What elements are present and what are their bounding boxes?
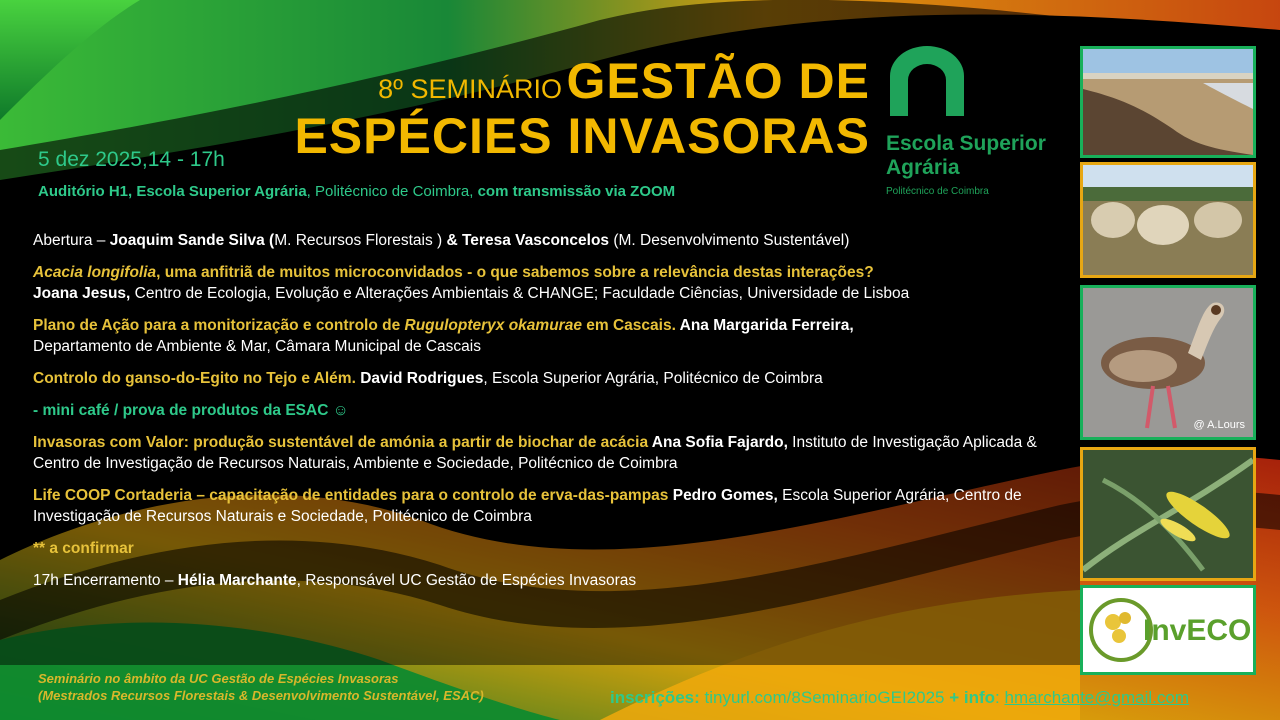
- footer-note: [38, 670, 484, 704]
- event-venue: [38, 183, 675, 200]
- info-separator: :: [995, 688, 1005, 707]
- opening-speaker-1: Joaquim Sande Silva (: [109, 232, 275, 249]
- closing-label: 17h Encerramento –: [33, 572, 178, 589]
- title-line-1: GESTÃO DE: [566, 53, 870, 109]
- program-talk-1: [33, 262, 1078, 304]
- talk-3-affiliation: , Escola Superior Agrária, Politécnico de Coimbra: [483, 370, 823, 387]
- closing-speaker: Hélia Marchante: [177, 572, 297, 589]
- footer-note-line-2: (Mestrados Recursos Florestais & Desenvolvimento Sustentável, ESAC): [38, 688, 484, 703]
- logo-subtitle: Politécnico de Coimbra: [886, 186, 989, 197]
- beach-algae-photo: [1080, 46, 1256, 158]
- contact-email-link[interactable]: hmarchante@gmail.com: [1004, 688, 1189, 707]
- seminar-number: 8º SEMINÁRIO: [378, 74, 563, 104]
- talk-1-speaker: Joana Jesus,: [33, 285, 131, 302]
- talk-2-affiliation: Departamento de Ambiente & Mar, Câmara Municipal de Cascais: [33, 338, 481, 355]
- talk-2-speaker: Ana Margarida Ferreira,: [675, 317, 854, 334]
- talk-2-title-a: Plano de Ação para a monitorização e controlo de: [33, 317, 405, 334]
- talk-5-speaker: Pedro Gomes,: [668, 487, 778, 504]
- program-tbc: [33, 538, 1078, 559]
- photo-credit: @ A.Lours: [1193, 419, 1245, 431]
- program-talk-5: [33, 485, 1078, 527]
- logo-name-line-2: Agrária: [886, 156, 960, 179]
- opening-role-1: M. Recursos Florestais ): [274, 232, 447, 249]
- opening-role-2: (M. Desenvolvimento Sustentável): [609, 232, 850, 249]
- esa-logo: [886, 46, 1076, 206]
- arch-icon: [890, 46, 964, 116]
- registration-label: inscrições:: [610, 688, 700, 707]
- program-talk-2: [33, 315, 1078, 357]
- acacia-flower-photo: [1080, 447, 1256, 581]
- venue-institution: , Politécnico de Coimbra,: [306, 183, 478, 200]
- program-break: [33, 400, 1078, 421]
- logo-name: [886, 132, 1046, 180]
- logo-name-line-1: Escola Superior: [886, 132, 1046, 155]
- inveco-text: InvECO: [1143, 614, 1252, 647]
- program-opening: [33, 230, 1078, 251]
- registration-link[interactable]: tinyurl.com/8SeminarioGEI2025: [699, 688, 950, 707]
- talk-1-title: , uma anfitriã de muitos microconvidados - o que sabemos sobre a relevância destas interações?: [156, 264, 874, 281]
- registration-info: [610, 688, 1189, 708]
- venue-location: Auditório H1, Escola Superior Agrária: [38, 183, 307, 200]
- inveco-logo: [1080, 585, 1256, 675]
- talk-3-speaker: David Rodrigues: [355, 370, 484, 387]
- pampas-grass-photo: [1080, 162, 1256, 278]
- talk-5-title: Life COOP Cortaderia – capacitação de entidades para o controlo de erva-das-pampas: [33, 487, 669, 504]
- talk-2-species: Rugulopteryx okamurae: [404, 317, 582, 334]
- egyptian-goose-photo: [1080, 285, 1256, 440]
- program-list: [33, 230, 1078, 602]
- to-be-confirmed-note: ** a confirmar: [33, 540, 134, 557]
- opening-speaker-2: & Teresa Vasconcelos: [446, 232, 610, 249]
- talk-5-affiliation: Escola Superior Agrária, Centro de Investigação de Recursos Naturais e Sociedade, Politécnico de Coimbra: [33, 487, 1022, 525]
- footer-note-line-1: Seminário no âmbito da UC Gestão de Espécies Invasoras: [38, 671, 399, 686]
- event-date: 5 dez 2025,14 - 17h: [38, 148, 225, 171]
- opening-label: Abertura –: [33, 232, 110, 249]
- talk-1-species: Acacia longifolia: [33, 264, 157, 281]
- program-talk-4: [33, 432, 1078, 474]
- venue-zoom: com transmissão via ZOOM: [477, 183, 676, 200]
- program-talk-3: [33, 368, 1078, 389]
- seminar-title: [270, 52, 870, 162]
- closing-role: , Responsável UC Gestão de Espécies Invasoras: [296, 572, 637, 589]
- info-label: + info: [949, 688, 996, 707]
- title-line-2: ESPÉCIES INVASORAS: [294, 108, 870, 164]
- break-label: - mini café / prova de produtos da ESAC ☺: [33, 402, 349, 419]
- talk-4-title: Invasoras com Valor: produção sustentável de amónia a partir de biochar de acácia: [33, 434, 649, 451]
- talk-4-affiliation: Instituto de Investigação Aplicada & Centro de Investigação de Recursos Naturais, Ambiente e Sociedade, Politécnico de Coimbra: [33, 434, 1037, 472]
- talk-4-speaker: Ana Sofia Fajardo,: [648, 434, 788, 451]
- talk-1-affiliation: Centro de Ecologia, Evolução e Alterações Ambientais & CHANGE; Faculdade Ciências, Universidade de Lisboa: [130, 285, 910, 302]
- talk-2-title-b: em Cascais.: [581, 317, 676, 334]
- program-closing: [33, 570, 1078, 591]
- talk-3-title: Controlo do ganso-do-Egito no Tejo e Além.: [33, 370, 356, 387]
